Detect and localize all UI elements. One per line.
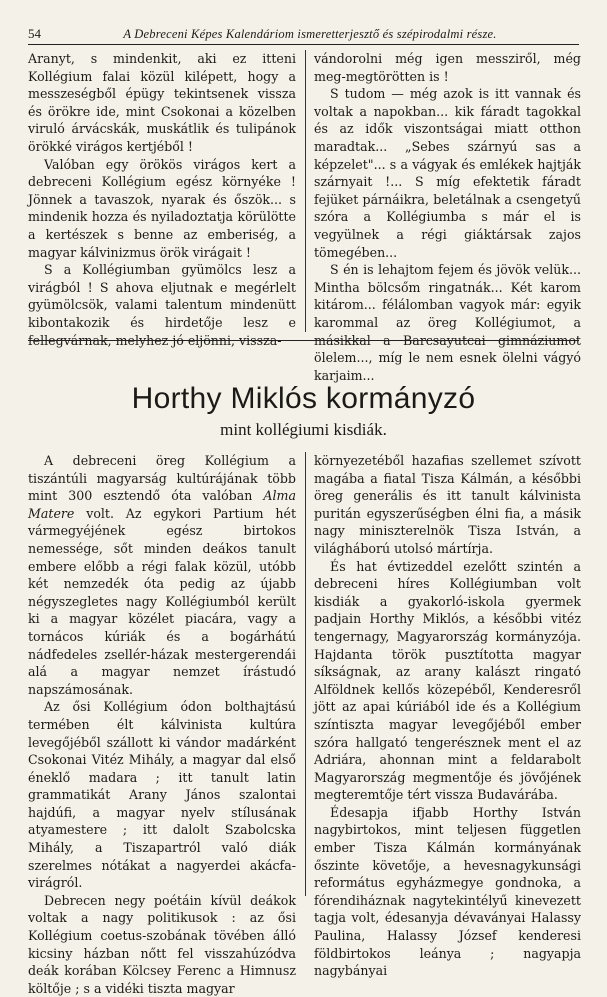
section-rule bbox=[28, 340, 579, 341]
top-left-column bbox=[28, 50, 296, 349]
article-right-column bbox=[314, 452, 581, 980]
paragraph: Az ősi Kollégium ódon bolthajtású termében élt kálvinista kultúra levegőjéből szállott ki vándor madárként Csokonai Vitéz Mihály, a magyar dal első éneklő madara ; itt tanult latin grammatikát Arany János szalontai hajdúfi, a magyar nyelv stílusának atyamestere ; itt dalolt Szabolcska Mihály, a Tiszapartról való diák szerelmes nótákat a nagyerdei akácfa-virágról. bbox=[28, 699, 296, 891]
paragraph: S tudom — még azok is itt vannak és voltak a napokban... kik fáradt tagokkal és az idők viszontságai miatt otthon maradtak... „Sebes szárnyú sas a képzelet"... s a vágyak és emlékek hajtják szárnyait !... S míg efektetik fáradt fejüket párnáikra, beletálnak a csengetyű szóra a Kollégiumba s már el is vegyülnek a régi giáktársak zajos tömegében... bbox=[314, 86, 581, 260]
paragraph: Debrecen negy poétáin kívül deákok voltak a nagy politikusok : az ősi Kollégium coetus-szobának tövében álló kicsiny házban nőtt fel visszahúzódva deák korában Kölcsey Ferenc a Himnusz költője ; s a vidéki tiszta magyar bbox=[28, 892, 296, 996]
paragraph: környezetéből hazafias szellemet szívott magába a fiatal Tisza Kálmán, a későbbi öreg generális és itt tanult kálvinista puritán egyszerűségben élni fia, a másik nagy miniszterelnök Tisza István, a világháború utolsó mártírja. bbox=[314, 453, 581, 556]
top-right-column bbox=[314, 50, 581, 384]
page-number: 54 bbox=[28, 26, 41, 41]
article-left-column bbox=[28, 452, 296, 997]
paragraph: Aranyt, s mindenkit, aki ez itteni Kollégium falai közül kilépett, hogy a messzeségből épügy tekintsenek vissza és örökre ide, mint Csokonai a közelben viruló árvácskák, muskátlik és tulipánok örökké virágos kertjéből ! bbox=[28, 51, 296, 154]
paragraph: S én is lehajtom fejem és jövök velük... Mintha bölcsőm ringatnák... Két karom kitárom... félálomban vagyok már: egyik karommal az öreg Kollégiumot, a másikkal a Barcsayutcai gimnáziumot ölelem..., míg le nem esnek ölelni vágyó karjaim... bbox=[314, 262, 581, 383]
paragraph: Édesapja ifjabb Horthy István nagybirtokos, mint teljesen független ember Tisza Kálmán kormányának őszinte követője, a hevesnagykunsági református egyházmegye gondnoka, a fórendiháznak nagytekintélyű kinevezett tagja volt, édesanyja dévaványai Halassy Paulina, Halassy József kenderesi földbirtokos leánya ; nagyapja nagybányai bbox=[314, 804, 581, 979]
running-header bbox=[28, 26, 579, 42]
text-run: volt. Az egykori Partium hét vármegyéjének egész birtokos nemessége, sőt minden deákos tanult embere előbb a régi falak közül, utóbb két nemzedék óta pedig az újabb négyszegletes nagy Kollégiumból került ki a magyar közélet piacára, vagy a tornácos kúriák és a bogárhátú nádfedeles zsellér-házak mestergerendái alá a magyar nemzet írástudó napszámosának. bbox=[28, 505, 297, 697]
italic-phrase: Alma Matere bbox=[28, 488, 296, 521]
column-divider bbox=[305, 452, 306, 896]
running-title: A Debreceni Képes Kalendáriom ismeretterjesztő és szépirodalmi része. bbox=[123, 27, 497, 41]
paragraph: vándorolni még igen messziről, még meg-megtörötten is ! bbox=[314, 51, 581, 84]
paragraph: És hat évtizeddel ezelőtt szintén a debreceni híres Kollégiumban volt kisdiák a gyakorló-iskola gyermek padjain Horthy Miklós, a későbbi vitéz tengernagy, Magyarország kormányzója. Hajdanta török pusztította magyar síkságnak, az arany kalászt ringató Alföldnek kellős közepéből, Kenderesről jött az apai kúriából ide és a Kollégium színtiszta magyar levegőjéből ember szóra hallgató tengerésznek ment el az Adriára, ahonnan mint a feldarabolt Magyarország megmentője és jövőjének megteremtője tért vissza Budavárába. bbox=[314, 558, 581, 803]
header-rule bbox=[28, 44, 579, 45]
article-subtitle: mint kollégiumi kisdiák. bbox=[220, 420, 387, 439]
paragraph: Valóban egy örökös virágos kert a debreceni Kollégium egész környéke ! Jönnek a tavaszok, nyarak és őszök... s mindenik hozza és nyiladoztatja körülötte a kertészek s benne az emberiség, a magyar kálvinizmus örök virágait ! bbox=[28, 156, 296, 260]
paragraph bbox=[28, 452, 296, 698]
paragraph: S a Kollégiumban gyümölcs lesz a virágból ! S ahova eljutnak e megérlelt gyümölcsök, valami talentum mindenütt kibontakozik és hirdetője lesz e fellegvárnak, melyhez jó eljönni, vissza- bbox=[28, 262, 296, 348]
article-title: Horthy Miklós kormányzó bbox=[131, 382, 476, 415]
text-run: A debreceni öreg Kollégium a tiszántúli magyarság kultúrájának több mint 300 esztendő óta valóban bbox=[28, 453, 296, 504]
column-divider bbox=[305, 50, 306, 332]
